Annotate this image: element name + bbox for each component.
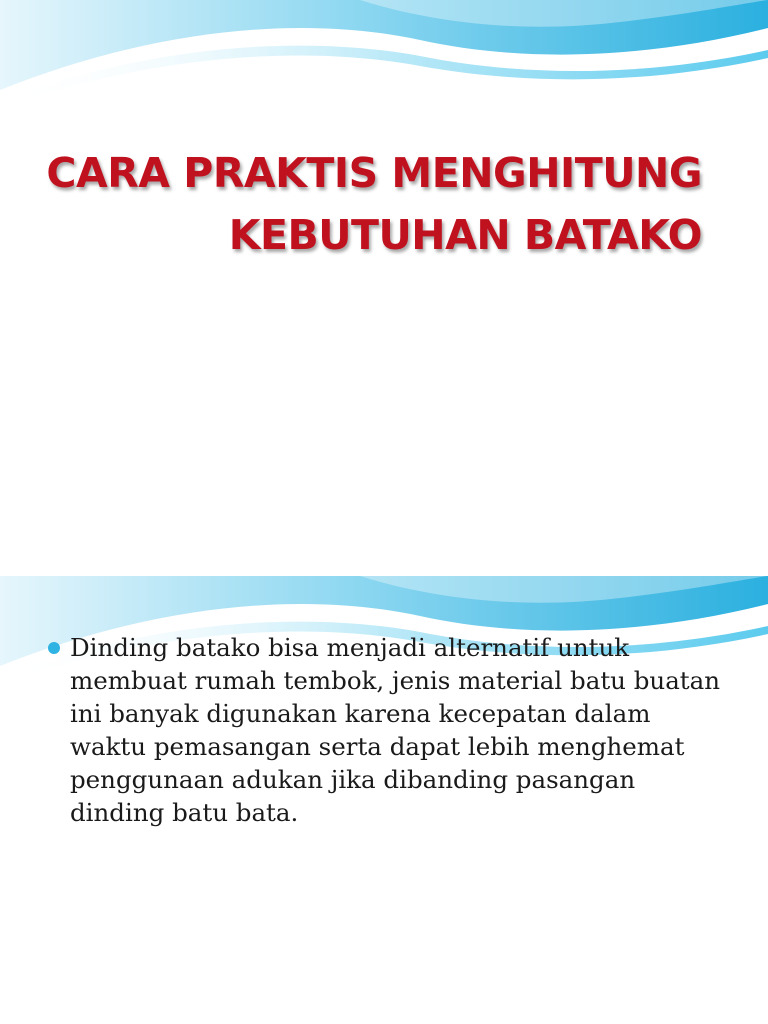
bullet-dot-icon	[48, 642, 60, 654]
title-line-1: CARA PRAKTIS MENGHITUNG	[46, 149, 702, 197]
bullet-item	[46, 631, 726, 829]
slide-title	[42, 142, 702, 266]
bullet-text: Dinding batako bisa menjadi alternatif untuk membuat rumah tembok, jenis material batu buatan ini banyak digunakan karena kecepatan dalam waktu pemasangan serta dapat lebih menghemat penggunaan adukan jika dibanding pasangan dinding batu bata.	[70, 633, 721, 827]
title-line-2: KEBUTUHAN BATAKO	[228, 211, 702, 259]
wave-decoration	[0, 0, 768, 110]
content-slide	[0, 576, 768, 1024]
bullet-list	[46, 631, 726, 829]
